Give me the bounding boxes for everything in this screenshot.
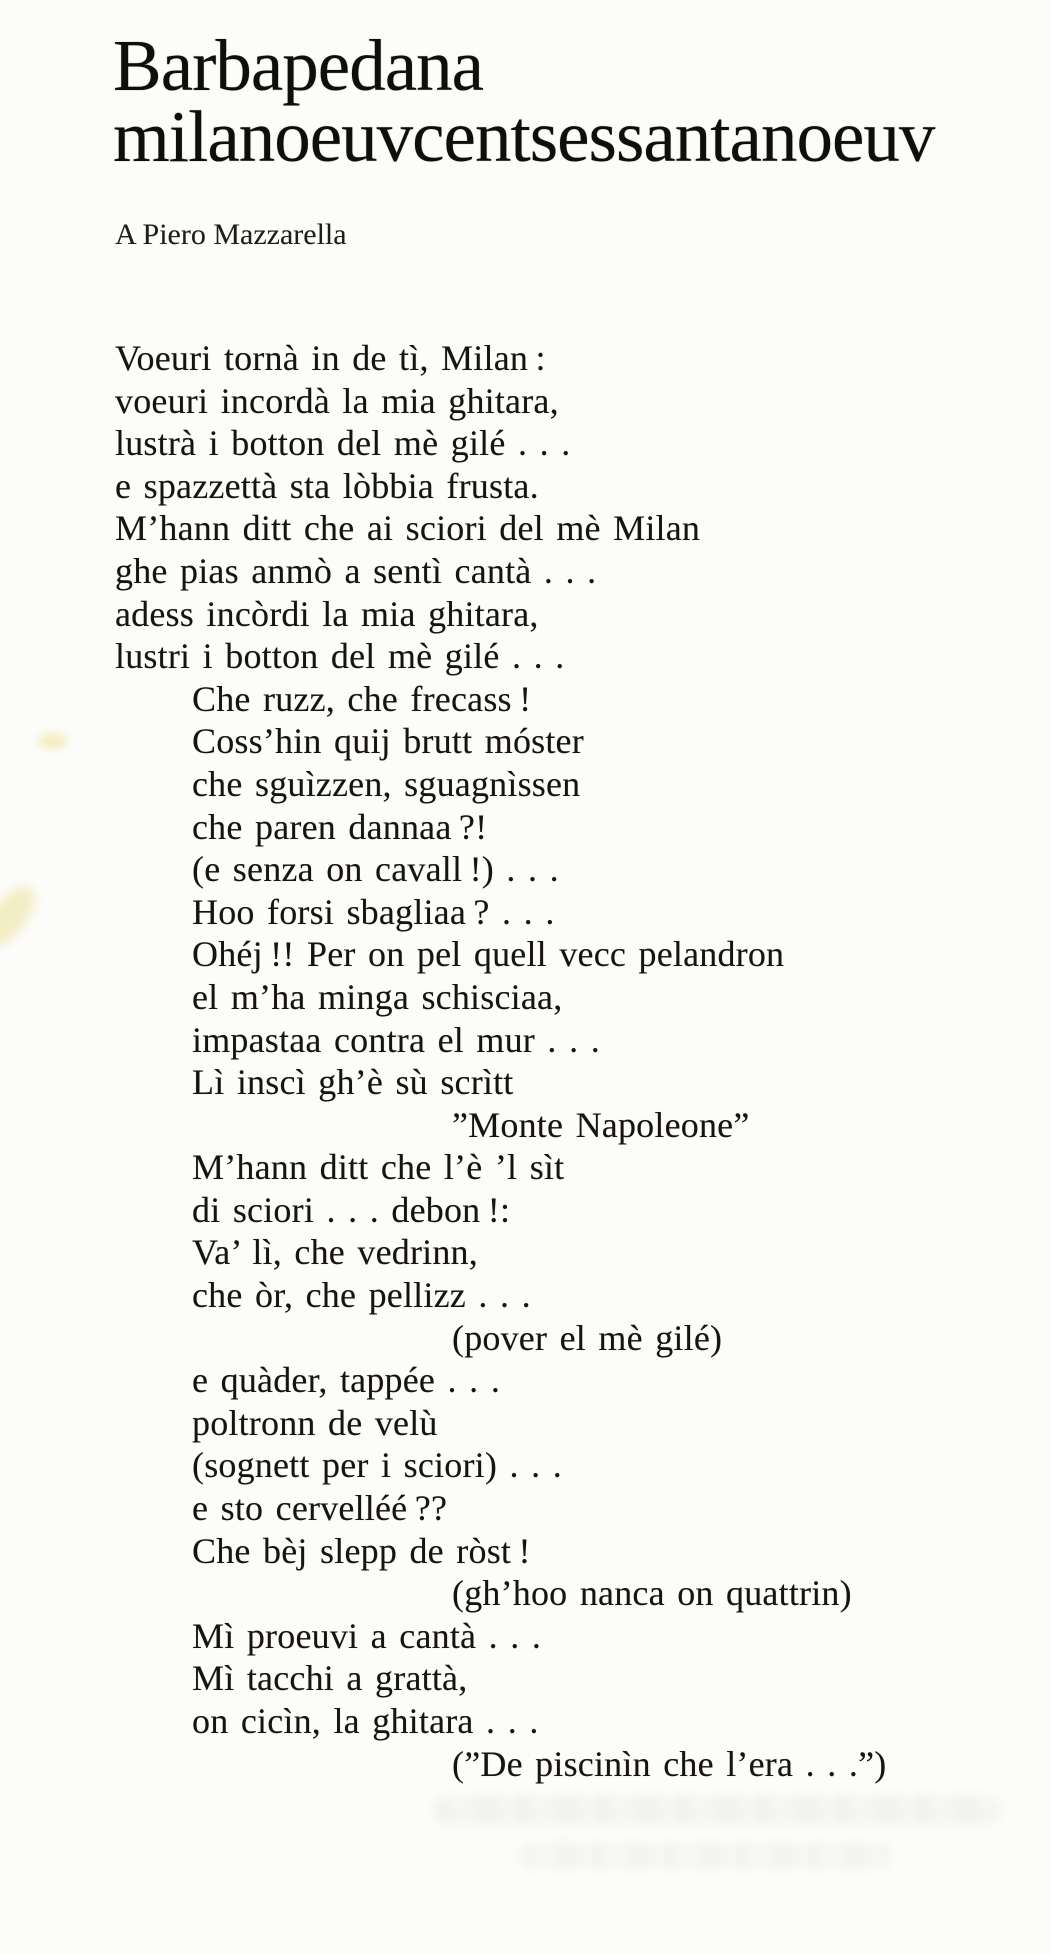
poem-line: Mì proeuvi a cantà . . . <box>192 1615 542 1656</box>
poem-title-line-1: Barbapedana <box>113 25 484 106</box>
poem-line: che òr, che pellizz . . . <box>192 1275 531 1316</box>
poem-line: (gh’hoo nanca on quattrin) <box>452 1573 852 1614</box>
poem-line: adess incòrdi la mia ghitara, <box>115 593 539 634</box>
poem-line: ghe pias anmò a sentì cantà . . . <box>115 550 597 591</box>
poem-line: Lì inscì gh’è sù scrìtt <box>192 1062 514 1103</box>
poem-line: lustri i botton del mè gilé . . . <box>115 636 565 677</box>
poem-line: on cicìn, la ghitara . . . <box>192 1701 539 1741</box>
poem-line: impastaa contra el mur . . . <box>192 1019 600 1060</box>
poem-title-line-2: milanoeuvcentsessantanoeuv <box>113 96 935 177</box>
dedication: A Piero Mazzarella <box>115 218 347 251</box>
poem-line: Va’ lì, che vedrinn, <box>192 1232 478 1273</box>
poem-line: Hoo forsi sbagliaa ? . . . <box>192 891 555 932</box>
poem-line: (”De piscinìn che l’era . . .”) <box>452 1743 887 1784</box>
poem-line: Che bèj slepp de ròst ! <box>192 1530 531 1571</box>
poem <box>115 337 886 1785</box>
poem-line: Voeuri tornà in de tì, Milan : <box>115 338 546 378</box>
poem-line: poltronn de velù <box>192 1402 438 1443</box>
poem-line: Mì tacchi a grattà, <box>192 1658 468 1699</box>
page-bleedthrough-artifact <box>435 1795 1000 1825</box>
poem-line: e quàder, tappée . . . <box>192 1360 501 1401</box>
poem-line: che sguìzzen, sguagnìssen <box>192 763 581 804</box>
poem-line: e sto cervelléé ?? <box>192 1488 448 1529</box>
poem-line: di sciori . . . debon !: <box>192 1189 511 1230</box>
poem-line: Ohéj !! Per on pel quell vecc pelandron <box>192 934 785 975</box>
scan-smudge-artifact <box>0 879 44 955</box>
poem-line: e spazzettà sta lòbbia frusta. <box>115 465 539 506</box>
poem-line: M’hann ditt che ai sciori del mè Milan <box>115 508 701 549</box>
poem-line: Che ruzz, che frecass ! <box>192 678 532 719</box>
poem-line: (pover el mè gilé) <box>452 1317 723 1358</box>
poem-line: M’hann ditt che l’è ’l sìt <box>192 1147 565 1188</box>
poem-line: el m’ha minga schisciaa, <box>192 976 563 1017</box>
poem-line: (e senza on cavall !) . . . <box>192 849 559 890</box>
poem-line: (sognett per i sciori) . . . <box>192 1445 562 1486</box>
poem-line: che paren dannaa ?! <box>192 806 488 847</box>
scan-smudge-artifact <box>38 733 68 749</box>
poem-line: Coss’hin quij brutt móster <box>192 721 584 762</box>
page-bleedthrough-artifact <box>520 1842 890 1870</box>
poem-line: lustrà i botton del mè gilé . . . <box>115 423 571 464</box>
poem-title <box>113 25 935 177</box>
poem-line: ”Monte Napoleone” <box>452 1104 750 1145</box>
poem-line: voeuri incordà la mia ghitara, <box>115 380 559 421</box>
